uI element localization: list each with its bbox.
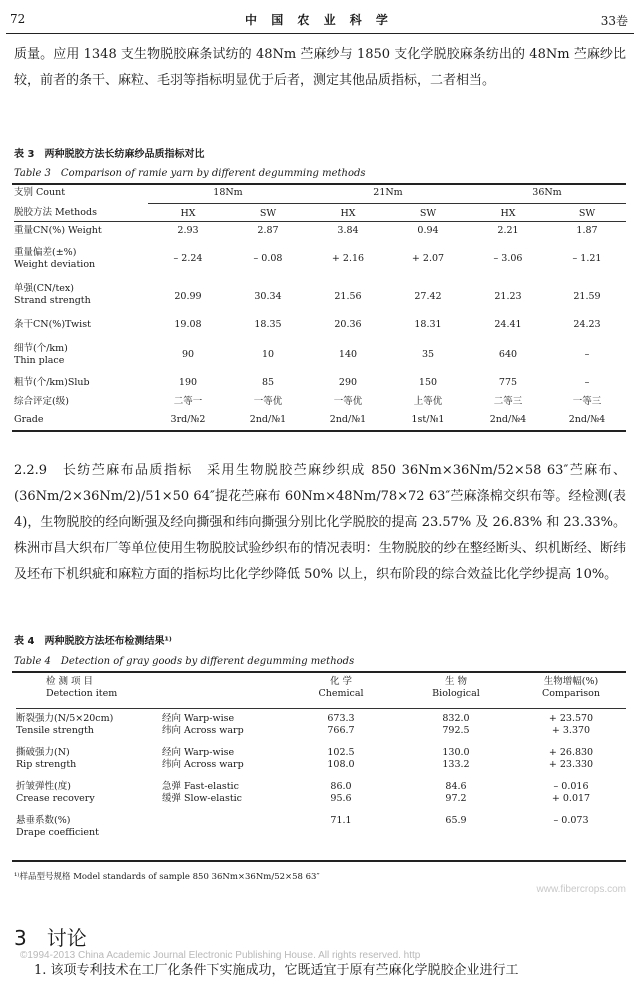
table3-method-row [14,203,626,221]
table-row: Grade 3rd/№2 2nd/№1 2nd/№1 1st/№1 2nd/№4 2nd/№4 [14,414,606,425]
table-row: 综合评定(级) 二等一 一等优 一等优 上等优 二等三 一等三 [14,396,602,407]
volume-label: 33卷 [600,14,628,28]
table-row: 撕破强力(N) 经向 Warp-wise 102.5 130.0 + 26.830 [16,747,594,758]
table3-count-row [14,187,626,203]
table3-bottom-rule [12,430,626,432]
table3-caption-cn: 表 3 两种脱胶方法长纺麻纱品质指标对比 [14,149,205,160]
col-cmp-en: Comparison [541,688,601,699]
count-18nm: 18Nm [148,187,308,203]
table4 [16,676,626,843]
table4-top-rule [12,671,626,673]
method-hx: HX [148,203,228,221]
table-row: 粗节(个/km)Slub 190 85 290 150 775 – [14,377,590,388]
table4-footnote: ¹⁾样品型号规格 Model standards of sample 850 36Nm×36Nm/52×58 63″ [14,872,320,882]
table-row: 细节(个/km) Thin place 90 10 140 35 640 – [14,343,590,366]
page-header [10,8,628,30]
table-row: 重量CN(%) Weight 2.93 2.87 3.84 0.94 2.21 1.87 [14,224,598,236]
table-row: 条干CN(%)Twist 19.08 18.35 20.36 18.31 24.41 24.23 [14,319,601,330]
table3-caption-en: Table 3 Comparison of ramie yarn by different degumming methods [14,168,366,179]
table3-top-rule [12,183,626,185]
count-label: 支别 Count [14,187,66,198]
intro-paragraph: 质量。应用 1348 支生物脱胶麻条试纺的 48Nm 苎麻纱与 1850 支化学脱胶麻条纺出的 48Nm 苎麻纱比较，前者的条干、麻粒、毛羽等指标明显优于后者，测定其他品质指标，二者相当。 [14,47,626,88]
table-row: 断裂强力(N/5×20cm) 经向 Warp-wise 673.3 832.0 + 23.570 [16,712,594,724]
method-sw: SW [388,203,468,221]
header-rule [6,33,634,34]
table4-caption-cn: 表 4 两种脱胶方法坯布检测结果¹⁾ [14,636,172,647]
col-item-en: Detection item [46,688,118,699]
count-21nm: 21Nm [308,187,468,203]
col-bio-cn: 生 物 [444,676,468,687]
table4-header-row [16,676,626,708]
method-hx: HX [468,203,548,221]
method-sw: SW [548,203,626,221]
table4-caption-en: Table 4 Detection of gray goods by different degumming methods [14,656,355,667]
table-row: 折皱弹性(度) 急弹 Fast-elastic 86.0 84.6 – 0.016 [16,781,589,792]
table4-bottom-rule [12,860,626,862]
table-row: Drape coefficient [16,827,99,838]
table4-grid [16,676,626,843]
journal-title: 中 国 农 业 科 学 [245,13,393,27]
section-2-2-9-paragraph: 2.2.9 长纺苎麻布品质指标 采用生物脱胶苎麻纱织成 850 36Nm×36Nm/52×58 63″苎麻布、(36Nm/2×36Nm/2)/51×50 64″提花苎麻布 60Nm×48Nm/78×72 63″苎麻涤棉交织布等。经检测(表 4)，生物脱胶的经向断强及经向撕强和纬向撕强分别比化学脱胶的提高 23.57% 及 26.83% 和 23.33%。株洲市昌大织布厂等单位使用生物脱胶试验纱织布的情况表明：生物脱胶的纱在整经断头、织机断经、断纬及坯布下机织疵和麻粒方面的指标均比化学纱降低 50% 以上，织布阶段的综合效益比化学纱提高 10%。 [14,463,626,582]
table3-grid [14,187,626,429]
table-row: 单强(CN/tex) Strand strength 20.99 30.34 21.56 27.42 21.23 21.59 [14,283,601,306]
col-item-cn: 检 测 项 目 [46,676,94,687]
col-chem-en: Chemical [318,688,364,699]
discussion-line: 1. 该项专利技术在工厂化条件下实施成功，它既适宜于原有苎麻化学脱胶企业进行工 [34,963,519,978]
table-row: Tensile strength 纬向 Across warp 766.7 792.5 + 3.370 [16,725,591,736]
col-chem-cn: 化 学 [329,676,353,687]
method-label: 脱胶方法 Methods [14,203,148,221]
site-watermark: www.fibercrops.com [536,884,626,895]
table-row: Rip strength 纬向 Across warp 108.0 133.2 + 23.330 [16,759,594,770]
method-sw: SW [228,203,308,221]
count-36nm: 36Nm [468,187,626,203]
col-bio-en: Biological [432,688,480,699]
table3 [14,187,626,429]
page-number: 72 [10,12,26,26]
section-3-title: 3 讨论 [14,926,87,950]
col-cmp-cn: 生物增幅(%) [543,676,599,687]
table-row: 悬垂系数(%) 71.1 65.9 – 0.073 [16,815,589,826]
method-hx: HX [308,203,388,221]
copyright-watermark: ©1994-2013 China Academic Journal Electronic Publishing House. All rights reserved. http [20,950,421,961]
table-row: Crease recovery 缓弹 Slow-elastic 95.6 97.2 + 0.017 [16,793,591,804]
table-row: 重量偏差(±%) Weight deviation – 2.24 – 0.08 + 2.16 + 2.07 – 3.06 – 1.21 [14,247,602,270]
